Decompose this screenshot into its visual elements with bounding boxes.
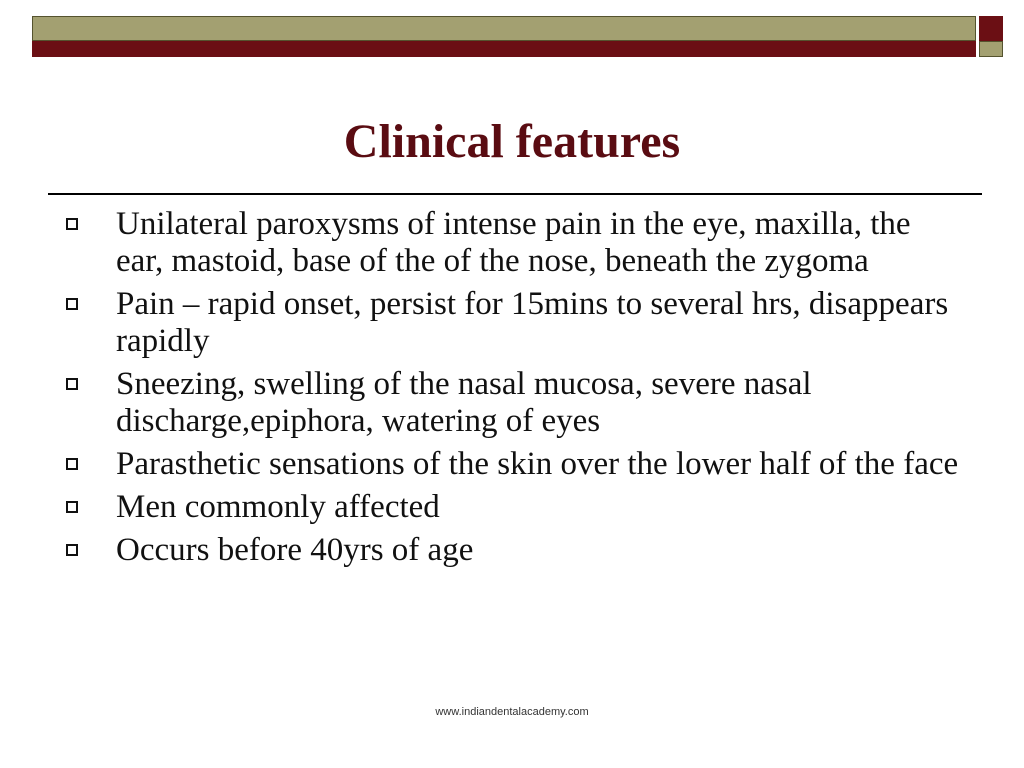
bullet-item xyxy=(60,489,960,526)
bullet-item xyxy=(60,286,960,360)
bullet-text: Unilateral paroxysms of intense pain in the eye, maxilla, the ear, mastoid, base of the of the nose, beneath the zygoma xyxy=(116,206,911,279)
bullet-text: Pain – rapid onset, persist for 15mins to several hrs, disappears rapidly xyxy=(116,286,949,359)
header-corner-maroon-square xyxy=(979,16,1003,41)
bullet-item xyxy=(60,366,960,440)
hollow-square-bullet-icon xyxy=(66,378,78,390)
bullet-list xyxy=(60,206,960,575)
header-banner-maroon-bar xyxy=(32,41,976,57)
hollow-square-bullet-icon xyxy=(66,544,78,556)
slide-title: Clinical features xyxy=(343,115,681,168)
hollow-square-bullet-icon xyxy=(66,218,78,230)
bullet-item xyxy=(60,446,960,483)
hollow-square-bullet-icon xyxy=(66,298,78,310)
footer-url: www.indiandentalacademy.com xyxy=(435,706,589,718)
hollow-square-bullet-icon xyxy=(66,458,78,470)
bullet-text: Occurs before 40yrs of age xyxy=(116,532,474,568)
hollow-square-bullet-icon xyxy=(66,501,78,513)
bullet-text: Parasthetic sensations of the skin over the lower half of the face xyxy=(116,446,959,482)
bullet-item xyxy=(60,532,960,569)
bullet-text: Men commonly affected xyxy=(116,489,440,525)
title-divider xyxy=(48,193,982,195)
bullet-item xyxy=(60,206,960,280)
header-corner-olive-square xyxy=(979,41,1003,57)
header-banner-olive-bar xyxy=(32,16,976,41)
bullet-text: Sneezing, swelling of the nasal mucosa, severe nasal discharge,epiphora, watering of eyes xyxy=(116,366,812,439)
